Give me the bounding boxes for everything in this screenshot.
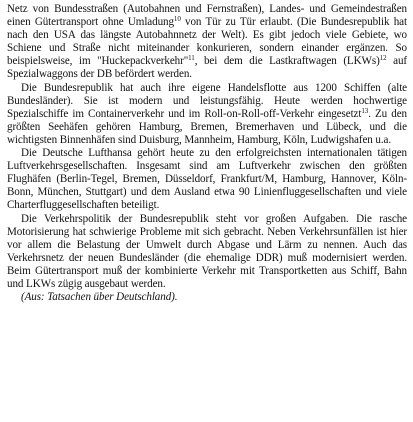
text-run: Die Verkehrspolitik der Bundesrepublik steht vor großen Aufgaben. Die rasche Motorisierung hat schwierige Probleme mit sich gebracht. Neben Verkehrsunfällen ist hier vor allem die Belastung der Umwelt durch Abgase und Lärm zu nennen. Auch das Verkehrsnetz der neuen Bundesländer (die ehemalige DDR) muß modernisiert werden. Beim Gütertransport muß der kombinierte Verkehr mit Transportketten aus Schiff, Bahn und LKWs zügig ausgebaut werden. [7, 212, 407, 290]
text-run: Netz von Bundesstraßen (Autobahnen und Fernstraßen), Landes- und Gemeindestraßen einen Gütertransport ohne Umladung [7, 3, 407, 29]
text-run: . Zu den größten Seehäfen gehören Hamburg, Bremen, Bremerhaven und Lübeck, und die wichtigsten Binnenhäfen sind Duisburg, Mannheim, Hamburg, Köln, Ludwigshafen u.a. [7, 107, 407, 146]
paragraph-transport-policy [7, 213, 407, 292]
text-run: , bei dem die Lastkraftwagen (LKWs) [194, 55, 380, 68]
text-run: von Tür zu Tür erlaubt. (Die Bundesrepublik hat nach den USA das längste Autobahnnetz der Welt). Es gibt jedoch viele Gebiete, wo Schiene und Straße nicht miteinander konkurieren, sondern einander ergänzen. So beispielsweise, im "Huckepackverkehr" [7, 16, 407, 68]
footnote-marker: 13 [361, 106, 369, 115]
paragraph-lufthansa [7, 147, 407, 212]
paragraph-merchant-fleet [7, 82, 407, 147]
text-run: Die Bundesrepublik hat auch ihre eigene Handelsflotte aus 1200 Schiffen (alte Bundesländer). Sie ist modern und leistungsfähig. Heute werden hochwertige Spezialschiffe im Containerverkehr und im Roll-on-Roll-off-Verkehr eingesetzt [7, 81, 407, 120]
text-run: auf Spezialwaggons der DB befördert werden. [7, 55, 407, 81]
text-run: Die Deutsche Lufthansa gehört heute zu den erfolgreichsten internationalen tätigen Luftverkehrsgesellschaften. Insgesamt sind am Luftverkehr zwischen den größten Flughäfen (Berlin-Tegel, Bremen, Düsseldorf, Frankfurt/M, Hamburg, Hannover, Köln-Bonn, München, Stuttgart) und dem Ausland etwa 90 Linienfluggesellschaften und viele Charterfluggesellschaften beteiligt. [7, 147, 407, 212]
paragraph-road-transport [7, 3, 407, 82]
footnote-marker: 11 [188, 54, 195, 63]
footnote-marker: 10 [173, 15, 181, 24]
footnote-marker: 12 [379, 54, 387, 63]
source-citation: (Aus: Tatsachen über Deutschland). [21, 291, 178, 304]
